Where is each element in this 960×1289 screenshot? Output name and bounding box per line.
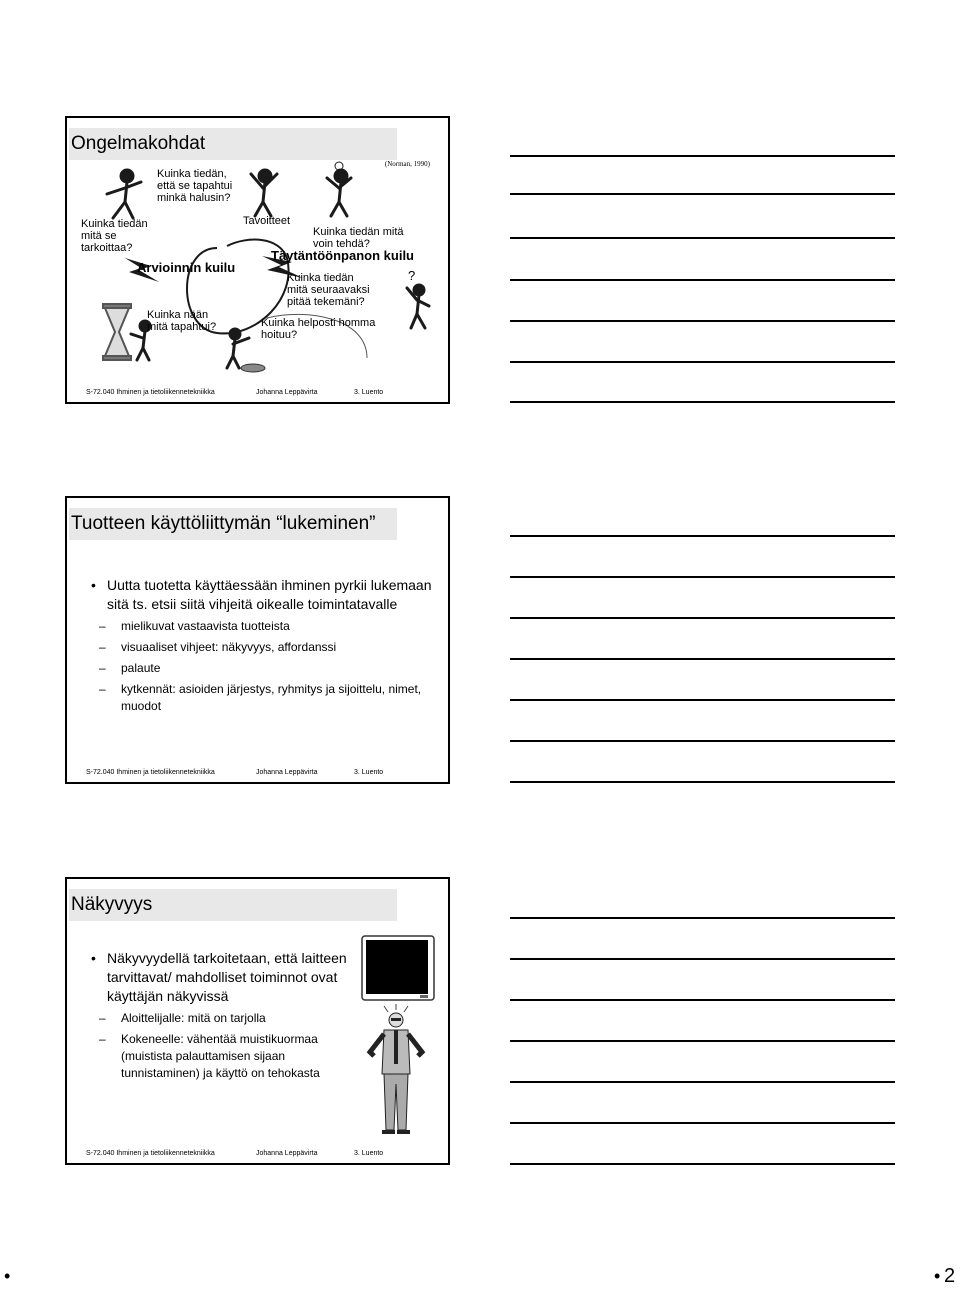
label-how-easy: Kuinka helposti homma hoituu? <box>261 317 376 341</box>
footer-course: S-72.040 Ihminen ja tietoliikennetekniikka <box>86 389 215 396</box>
figure-idea-icon <box>327 162 351 216</box>
footer-course: S-72.040 Ihminen ja tietoliikennetekniikka <box>86 769 215 776</box>
footer-author: Johanna Leppävirta <box>256 389 318 396</box>
label-execution-gulf: Täytäntöönpanon kuilu <box>271 248 414 263</box>
bullet-main: • Näkyvyydellä tarkoitetaan, että laitteen tarvittavat/ mahdolliset toiminnot ovat käyttäjän näkyvissä <box>87 949 349 1006</box>
slide-3 <box>65 877 450 1165</box>
subbullet: – visuaaliset vihjeet: näkyvyys, affordanssi <box>87 639 442 656</box>
label-what-can-i-do: Kuinka tiedän mitä voin tehdä? <box>313 226 404 250</box>
label-goals: Tavoitteet <box>243 215 291 227</box>
bullet-main: • Uutta tuotetta käyttäessään ihminen pyrkii lukemaan sitä ts. etsii siitä vihjeitä oikealle toimintatavalle <box>87 576 442 614</box>
slide-footer <box>86 1149 446 1159</box>
figure-working-icon <box>227 329 249 368</box>
subbullet: – Kokeneelle: vähentää muistikuormaa (muistista palauttamisen sijaan tunnistaminen) ja käyttö on tehokasta <box>87 1031 349 1082</box>
slide-title: Ongelmakohdat <box>69 128 397 160</box>
subbullet: – kytkennät: asioiden järjestys, ryhmitys ja sijoittelu, nimet, muodot <box>87 681 442 715</box>
footer-lecture: 3. Luento <box>354 1150 384 1157</box>
footer-author: Johanna Leppävirta <box>256 1150 318 1157</box>
page-dot-right: • <box>934 1266 941 1286</box>
label-question-mark: ? <box>408 268 416 283</box>
label-what-it-means: Kuinka tiedän mitä se tarkoittaa? <box>81 218 148 254</box>
footer-course: S-72.040 Ihminen ja tietoliikennetekniikka <box>86 1150 215 1157</box>
slide-2 <box>65 496 450 784</box>
label-evaluation-gulf: Arvioinnin kuilu <box>137 260 236 275</box>
slide-footer <box>86 388 446 398</box>
figure-thinking-icon <box>107 170 141 218</box>
page-number: 2 <box>944 1265 956 1287</box>
figure-confused-icon <box>407 285 429 328</box>
figure-goals-icon <box>251 170 277 216</box>
hourglass-icon <box>103 304 131 360</box>
slide-title: Tuotteen käyttöliittymän “lukeminen” <box>69 508 397 540</box>
bullet-list <box>87 576 442 719</box>
footer-lecture: 3. Luento <box>354 769 384 776</box>
plate-icon <box>241 364 265 372</box>
page-dot-left: • <box>4 1266 11 1286</box>
footer-author: Johanna Leppävirta <box>256 769 318 776</box>
man-with-monitor-illustration <box>352 934 442 1144</box>
gulfs-diagram-illustration <box>67 158 448 390</box>
subbullet: – mielikuvat vastaavista tuotteista <box>87 618 442 635</box>
man-icon <box>370 1013 422 1134</box>
citation: (Norman, 1990) <box>384 160 430 168</box>
label-what-happened: Kuinka nään mitä tapahtui? <box>147 309 217 333</box>
bullet-list <box>87 949 349 1086</box>
subbullet: – palaute <box>87 660 442 677</box>
subbullet: – Aloittelijalle: mitä on tarjolla <box>87 1010 349 1027</box>
slide-title: Näkyvyys <box>69 889 397 921</box>
label-happened-as-wanted: Kuinka tiedän, että se tapahtui minkä halusin? <box>157 168 233 204</box>
footer-lecture: 3. Luento <box>354 389 384 396</box>
label-what-next: Kuinka tiedän mitä seuraavaksi pitää tekemäni? <box>287 272 370 308</box>
slide-footer <box>86 768 446 778</box>
slide-1 <box>65 116 450 404</box>
